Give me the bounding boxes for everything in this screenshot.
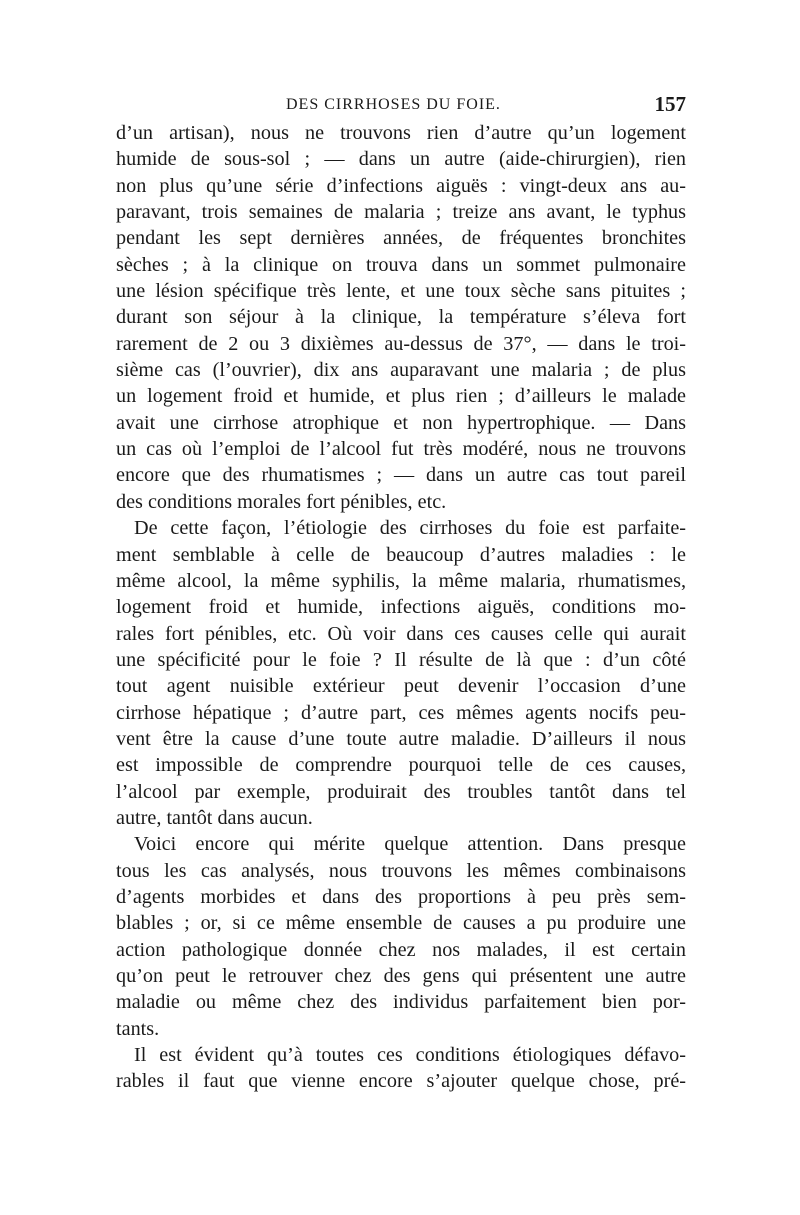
text-line: d’un artisan), nous ne trouvons rien d’autre qu’un logement	[116, 122, 686, 144]
text-line: pendant les sept dernières années, de fréquentes bronchites	[116, 227, 686, 250]
text-line: vent être la cause d’une toute autre maladie. D’ailleurs il nous	[116, 727, 686, 750]
text-line: autre, tantôt dans aucun.	[116, 806, 313, 829]
running-title: DES CIRRHOSES DU FOIE.	[286, 96, 501, 113]
text-line: sième cas (l’ouvrier), dix ans auparavant une malaria ; de plus	[116, 359, 686, 382]
text-line: tout agent nuisible extérieur peut devenir l’occasion d’une	[116, 675, 686, 698]
text-line: des conditions morales fort pénibles, etc.	[116, 490, 447, 513]
text-line: logement froid et humide, infections aiguës, conditions mo-	[116, 596, 686, 619]
text-line: sèches ; à la clinique on trouva dans un sommet pulmonaire	[116, 253, 686, 276]
text-line: ment semblable à celle de beaucoup d’autres maladies : le	[116, 543, 686, 566]
text-line: qu’on peut le retrouver chez des gens qui présentent une autre	[116, 965, 686, 987]
text-line: d’agents morbides et dans des proportions à peu près sem-	[116, 885, 686, 908]
text-line: rales fort pénibles, etc. Où voir dans ces causes celle qui aurait	[116, 622, 686, 645]
text-line: paravant, trois semaines de malaria ; treize ans avant, le typhus	[116, 201, 686, 224]
text-line: De cette façon, l’étiologie des cirrhoses du foie est parfaite-	[134, 517, 686, 540]
text-line: non plus qu’une série d’infections aiguës : vingt-deux ans au-	[116, 174, 686, 197]
text-line: cirrhose hépatique ; d’autre part, ces mêmes agents nocifs peu-	[116, 701, 686, 724]
text-line: action pathologique donnée chez nos malades, il est certain	[116, 938, 686, 961]
text-line: une lésion spécifique très lente, et une toux sèche sans pituites ;	[116, 280, 686, 303]
text-line: un cas où l’emploi de l’alcool fut très modéré, nous ne trouvons	[116, 438, 686, 461]
text-line: Il est évident qu’à toutes ces conditions étiologiques défavo-	[134, 1044, 686, 1067]
text-line: même alcool, la même syphilis, la même malaria, rhumatismes,	[116, 569, 686, 592]
text-line: humide de sous-sol ; — dans un autre (aide-chirurgien), rien	[116, 148, 686, 171]
text-line: une spécificité pour le foie ? Il résulte de là que : d’un côté	[116, 648, 686, 671]
running-head	[116, 92, 686, 120]
body-text	[116, 120, 686, 1095]
text-line: Voici encore qui mérite quelque attention. Dans presque	[134, 833, 686, 856]
text-line: rables il faut que vienne encore s’ajouter quelque chose, pré-	[116, 1070, 686, 1093]
text-line: rarement de 2 ou 3 dixièmes au-dessus de 37°, — dans le troi-	[116, 332, 686, 355]
text-line: est impossible de comprendre pourquoi telle de ces causes,	[116, 754, 686, 777]
text-line: durant son séjour à la clinique, la température s’éleva fort	[116, 306, 686, 329]
text-line: tous les cas analysés, nous trouvons les mêmes combinaisons	[116, 859, 686, 882]
text-line: avait une cirrhose atrophique et non hypertrophique. — Dans	[116, 411, 686, 434]
text-line: l’alcool par exemple, produirait des troubles tantôt dans tel	[116, 780, 686, 803]
text-line: blables ; or, si ce même ensemble de causes a pu produire une	[116, 912, 686, 935]
text-line: tants.	[116, 1017, 160, 1040]
text-line: encore que des rhumatismes ; — dans un autre cas tout pareil	[116, 464, 686, 487]
page-number: 157	[654, 92, 686, 116]
text-line: un logement froid et humide, et plus rien ; d’ailleurs le malade	[116, 385, 686, 408]
text-line: maladie ou même chez des individus parfaitement bien por-	[116, 991, 686, 1014]
